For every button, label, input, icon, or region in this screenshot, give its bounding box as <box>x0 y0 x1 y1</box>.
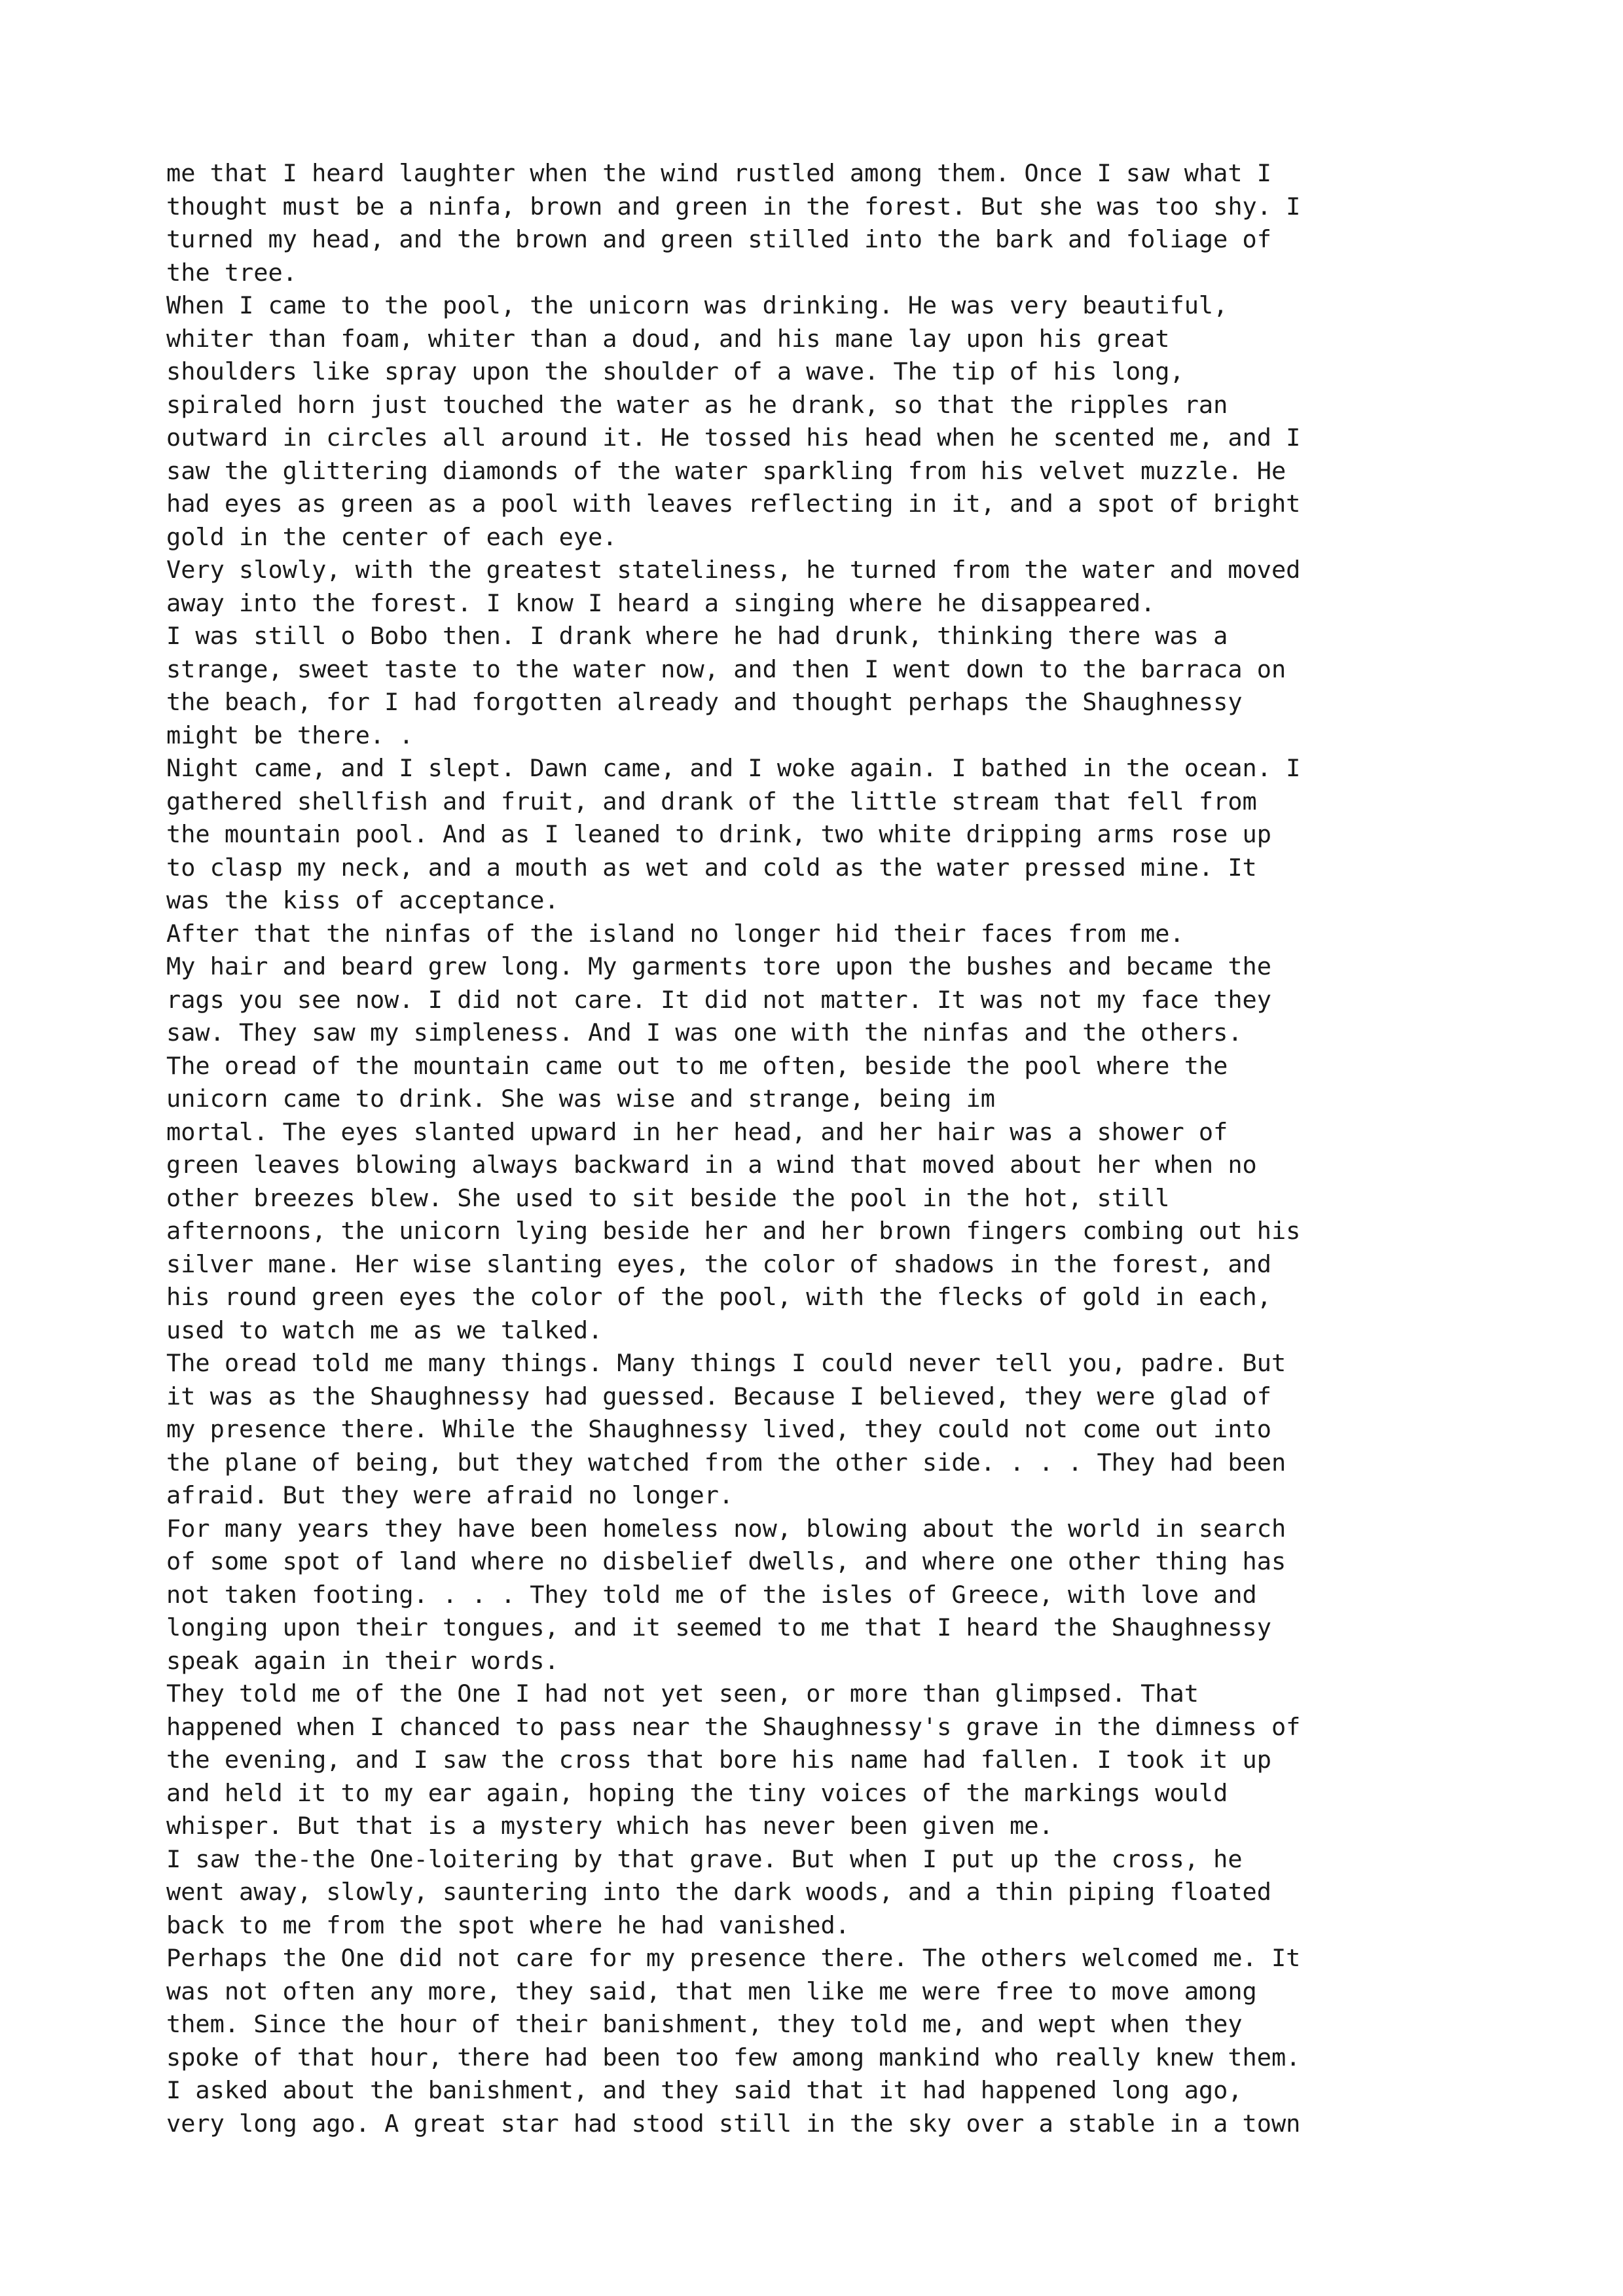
text-line: had eyes as green as a pool with leaves reflecting in it, and a spot of bright <box>166 490 1301 518</box>
text-line: back to me from the spot where he had vanished. <box>166 1910 850 1939</box>
text-line: gold in the center of each eye. <box>166 522 617 551</box>
text-line: it was as the Shaughnessy had guessed. Because I believed, they were glad of <box>166 1382 1271 1410</box>
text-line: strange, sweet taste to the water now, and then I went down to the barraca on <box>166 655 1286 683</box>
text-line: mortal. The eyes slanted upward in her head, and her hair was a shower of <box>166 1117 1228 1146</box>
text-line: the evening, and I saw the cross that bore his name had fallen. I took it up <box>166 1746 1271 1774</box>
text-line: green leaves blowing always backward in a wind that moved about her when no <box>166 1151 1257 1179</box>
text-line: outward in circles all around it. He tossed his head when he scented me, and I <box>166 423 1301 452</box>
text-line: happened when I chanced to pass near the Shaughnessy's grave in the dimness of <box>166 1712 1301 1741</box>
text-line: used to watch me as we talked. <box>166 1316 603 1344</box>
text-line: his round green eyes the color of the pool, with the flecks of gold in each, <box>166 1283 1271 1311</box>
text-line: me that I heard laughter when the wind rustled among them. Once I saw what I <box>166 159 1271 187</box>
text-line: I was still o Bobo then. I drank where he had drunk, thinking there was a <box>166 622 1228 650</box>
text-line: whisper. But that is a mystery which has never been given me. <box>166 1812 1053 1840</box>
text-line: my presence there. While the Shaughnessy lived, they could not come out into <box>166 1415 1271 1443</box>
text-line: the plane of being, but they watched from the other side. . . . They had been <box>166 1448 1286 1477</box>
text-line: afraid. But they were afraid no longer. <box>166 1481 734 1509</box>
text-line: away into the forest. I know I heard a singing where he disappeared. <box>166 588 1156 617</box>
text-line: When I came to the pool, the unicorn was drinking. He was very beautiful, <box>166 291 1228 319</box>
text-line: spoke of that hour, there had been too few among mankind who really knew them. <box>166 2043 1301 2072</box>
text-line: was not often any more, they said, that men like me were free to move among <box>166 1977 1257 2005</box>
text-line: turned my head, and the brown and green stilled into the bark and foliage of <box>166 225 1271 253</box>
text-line: them. Since the hour of their banishment, they told me, and wept when they <box>166 2010 1243 2038</box>
text-line: afternoons, the unicorn lying beside her and her brown fingers combing out his <box>166 1217 1301 1245</box>
text-line: shoulders like spray upon the shoulder of a wave. The tip of his long, <box>166 357 1184 386</box>
text-line: unicorn came to drink. She was wise and strange, being im <box>166 1085 995 1113</box>
text-line: Night came, and I slept. Dawn came, and I woke again. I bathed in the ocean. I <box>166 754 1301 782</box>
text-line: speak again in their words. <box>166 1646 559 1675</box>
text-line: For many years they have been homeless now, blowing about the world in search <box>166 1514 1286 1543</box>
text-line: The oread of the mountain came out to me often, beside the pool where the <box>166 1051 1228 1080</box>
text-line: saw. They saw my simpleness. And I was one with the ninfas and the others. <box>166 1018 1243 1047</box>
text-line: not taken footing. . . . They told me of the isles of Greece, with love and <box>166 1580 1257 1609</box>
text-line: went away, slowly, sauntering into the dark woods, and a thin piping floated <box>166 1878 1271 1906</box>
text-line: Very slowly, with the greatest stateliness, he turned from the water and moved <box>166 556 1301 584</box>
text-line: the tree. <box>166 258 297 287</box>
text-line: rags you see now. I did not care. It did not matter. It was not my face they <box>166 985 1271 1014</box>
text-line: very long ago. A great star had stood still in the sky over a stable in a town <box>166 2109 1301 2138</box>
text-line: gathered shellfish and fruit, and drank of the little stream that fell from <box>166 787 1257 816</box>
text-line: Perhaps the One did not care for my presence there. The others welcomed me. It <box>166 1944 1301 1972</box>
text-line: and held it to my ear again, hoping the tiny voices of the markings would <box>166 1778 1228 1807</box>
text-line: I saw the-the One-loitering by that grave. But when I put up the cross, he <box>166 1844 1243 1873</box>
text-line: other breezes blew. She used to sit beside the pool in the hot, still <box>166 1183 1170 1212</box>
text-line: saw the glittering diamonds of the water sparkling from his velvet muzzle. He <box>166 456 1286 485</box>
text-line: might be there. . <box>166 721 414 749</box>
document-page <box>166 157 1476 2140</box>
text-line: They told me of the One I had not yet seen, or more than glimpsed. That <box>166 1679 1199 1708</box>
text-line: the beach, for I had forgotten already and thought perhaps the Shaughnessy <box>166 688 1243 716</box>
text-line: The oread told me many things. Many things I could never tell you, padre. But <box>166 1349 1286 1377</box>
text-line: to clasp my neck, and a mouth as wet and cold as the water pressed mine. It <box>166 853 1257 882</box>
text-line: whiter than foam, whiter than a doud, and his mane lay upon his great <box>166 324 1170 353</box>
text-line: the mountain pool. And as I leaned to drink, two white dripping arms rose up <box>166 820 1271 848</box>
text-line: longing upon their tongues, and it seemed to me that I heard the Shaughnessy <box>166 1613 1271 1641</box>
text-line: silver mane. Her wise slanting eyes, the color of shadows in the forest, and <box>166 1249 1271 1278</box>
text-line: My hair and beard grew long. My garments tore upon the bushes and became the <box>166 952 1271 980</box>
text-line: After that the ninfas of the island no longer hid their faces from me. <box>166 919 1184 948</box>
text-line: I asked about the banishment, and they said that it had happened long ago, <box>166 2076 1243 2104</box>
text-line: thought must be a ninfa, brown and green in the forest. But she was too shy. I <box>166 192 1301 221</box>
text-line: spiraled horn just touched the water as he drank, so that the ripples ran <box>166 390 1228 419</box>
text-line: was the kiss of acceptance. <box>166 886 559 914</box>
text-line: of some spot of land where no disbelief dwells, and where one other thing has <box>166 1547 1286 1575</box>
